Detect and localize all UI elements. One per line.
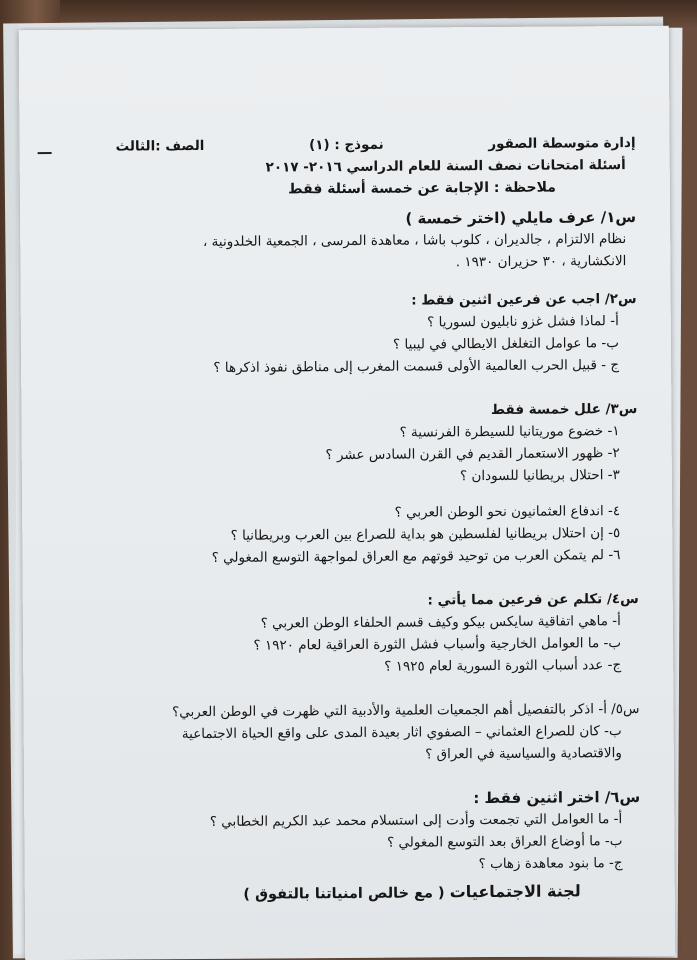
exam-content (115, 132, 640, 907)
model-number: نموذج : (١) (308, 136, 384, 154)
question-4-item-c: ج- عدد أسباب الثورة السورية لعام ١٩٢٥ ؟ (384, 657, 622, 675)
question-2-title: س٢/ اجب عن فرعين اثنين فقط : (411, 290, 637, 309)
question-3-item-6: ٦- لم يتمكن العرب من توحيد قوتهم مع العراق لمواجهة التوسع المغولي ؟ (211, 547, 621, 566)
question-5-item-b-cont: والاقتصادية والسياسية في العراق ؟ (425, 745, 622, 763)
exam-title: أسئلة امتحانات نصف السنة للعام الدراسي ٢٠١٦- ٢٠١٧ (265, 157, 626, 176)
question-3-item-1: ١- خضوع موريتانيا للسيطرة الفرنسية ؟ (399, 423, 620, 441)
question-4-title: س٤/ تكلم عن فرعين مما يأتي : (427, 590, 639, 609)
question-2-item-c: ج - قبيل الحرب العالمية الأولى قسمت المغرب إلى مناطق نفوذ اذكرها ؟ (213, 357, 620, 376)
exam-note: ملاحظة : الإجابة عن خمسة أسئلة فقط (288, 179, 556, 198)
question-3-title: س٣/ علل خمسة فقط (490, 400, 638, 418)
question-2-item-b: ب- ما عوامل التغلغل الايطالي في ليبيا ؟ (392, 335, 620, 353)
question-6-item-c: ج- ما بنود معاهدة زهاب ؟ (478, 855, 623, 873)
question-3-item-4: ٤- اندفاع العثمانيون نحو الوطن العربي ؟ (394, 503, 621, 521)
question-1-line-2: الانكشارية ، ٣٠ حزيران ١٩٣٠ . (455, 253, 627, 271)
good-wishes: ( مع خالص امنياتنا بالتفوق ) (243, 885, 445, 903)
question-3-item-5: ٥- إن احتلال بريطانيا لفلسطين هو بداية للصراع بين العرب وبريطانيا ؟ (230, 525, 621, 544)
question-6-title: س٦/ اختر اثنين فقط : (473, 787, 641, 808)
pen-mark (38, 152, 52, 154)
question-1-line-1: نظام الالتزام ، جالديران ، كلوب باشا ، معاهدة المرسى ، الجمعية الخلدونية ، (202, 231, 627, 250)
grade-label: الصف :الثالث (115, 137, 205, 155)
exam-footer (121, 880, 641, 907)
question-1-title: س١/ عرف مايلي (اختر خمسة ) (405, 207, 637, 228)
school-name: إدارة متوسطة الصقور (488, 134, 636, 153)
question-5-item-a: س٥/ أ- اذكر بالتفصيل أهم الجمعيات العلمية والأدبية التي ظهرت في الوطن العربي؟ (171, 700, 640, 721)
question-2-item-a: أ- لماذا فشل غزو نابليون لسوريا ؟ (427, 313, 619, 331)
committee-signature: لجنة الاجتماعيات (449, 881, 581, 902)
question-6-item-b: ب- ما أوضاع العراق بعد التوسع المغولي ؟ (387, 833, 623, 851)
question-3-item-3: ٣- احتلال بريطانيا للسودان ؟ (459, 467, 620, 485)
question-4-item-a: أ- ماهي اتفاقية سايكس بيكو وكيف قسم الحلفاء الوطن العربي ؟ (260, 613, 621, 632)
question-4-item-b: ب- ما العوامل الخارجية وأسباب فشل الثورة العراقية لعام ١٩٢٠ ؟ (253, 635, 622, 654)
exam-paper (19, 26, 675, 960)
question-3-item-2: ٢- ظهور الاستعمار القديم في القرن السادس عشر ؟ (325, 445, 620, 464)
question-6-item-a: أ- ما العوامل التي تجمعت وأدت إلى استسلام محمد عبد الكريم الخطابي ؟ (209, 811, 623, 830)
question-5-item-b: ب- كان للصراع العثماني – الصفوي اثار بعيدة المدى على واقع الحياة الاجتماعية (181, 723, 622, 743)
